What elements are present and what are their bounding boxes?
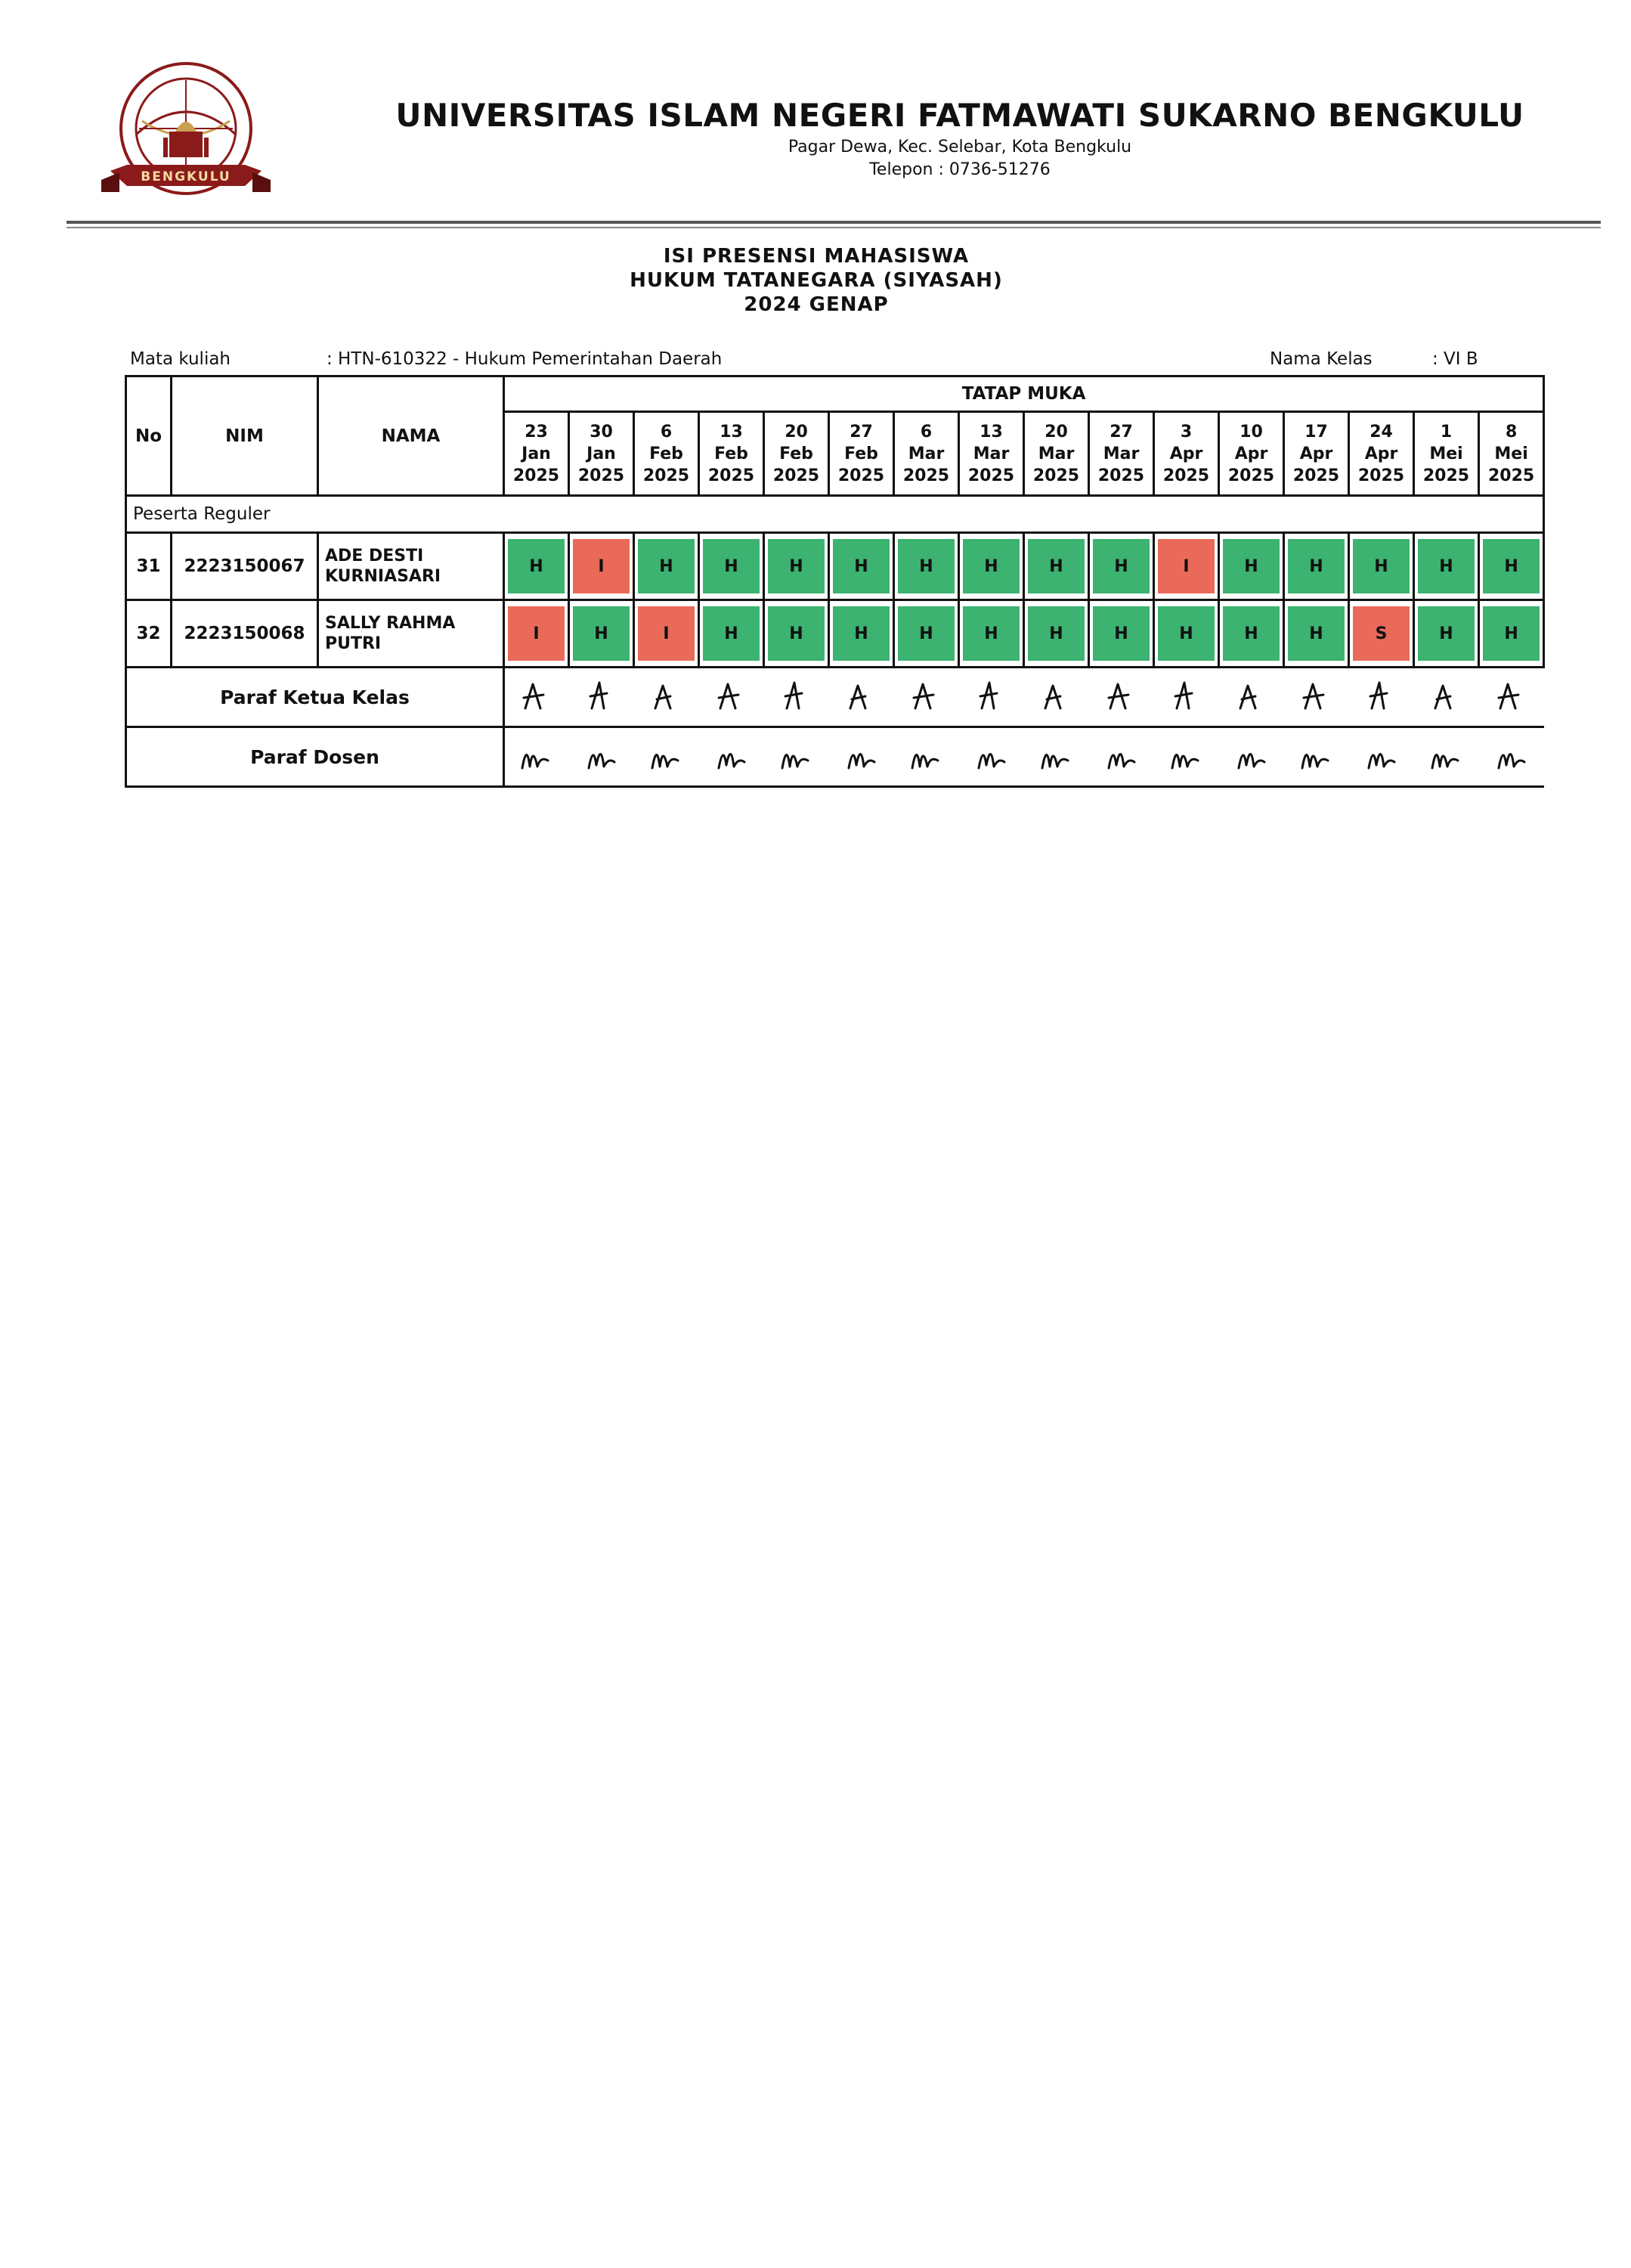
attendance-cell [1349, 600, 1414, 668]
session-date-month: Feb [779, 444, 813, 463]
session-date-month: Feb [649, 444, 683, 463]
paraf-dosen-signature [1219, 727, 1284, 787]
session-date-year: 2025 [577, 466, 625, 485]
attendance-cell [894, 533, 959, 600]
paraf-dosen-signature [634, 727, 699, 787]
attendance-cell [1089, 600, 1154, 668]
col-header-nama: NAMA [318, 376, 504, 496]
paraf-ketua-kelas-signature [1414, 668, 1479, 727]
student-name [318, 600, 504, 668]
attendance-cell [1349, 533, 1414, 600]
session-date [1479, 412, 1544, 496]
session-date-month: Jan [586, 444, 616, 463]
session-date-year: 2025 [1292, 466, 1340, 485]
attendance-cell [1024, 600, 1089, 668]
handwritten-initials [908, 678, 945, 716]
session-date-year: 2025 [837, 466, 885, 485]
paraf-ketua-kelas-signature [959, 668, 1024, 727]
handwritten-initials [1233, 738, 1270, 776]
paraf-ketua-kelas-signature [1219, 668, 1284, 727]
paraf-dosen-signature [569, 727, 634, 787]
session-date [634, 412, 699, 496]
col-header-tatap-muka: TATAP MUKA [504, 376, 1544, 412]
handwritten-initials [1363, 678, 1400, 716]
session-date [504, 412, 569, 496]
attendance-status: I [638, 606, 695, 661]
handwritten-initials [908, 738, 945, 776]
attendance-cell [1154, 533, 1219, 600]
student-name-line: SALLY RAHMA [325, 614, 456, 633]
paraf-ketua-kelas-signature [569, 668, 634, 727]
session-date-day: 27 [1110, 422, 1133, 442]
handwritten-initials [713, 738, 751, 776]
attendance-cell [829, 600, 894, 668]
handwritten-initials [1168, 738, 1205, 776]
paraf-dosen-signature [1089, 727, 1154, 787]
paraf-dosen-signature [504, 727, 569, 787]
attendance-status: H [703, 606, 760, 661]
attendance-cell [829, 533, 894, 600]
attendance-status: H [1028, 539, 1085, 593]
course-label: Mata kuliah [130, 349, 231, 369]
attendance-cell [959, 533, 1024, 600]
session-date-month: Mar [908, 444, 945, 463]
session-date-day: 23 [525, 422, 548, 442]
session-date-day: 13 [980, 422, 1003, 442]
handwritten-initials [583, 678, 621, 716]
paraf-ketua-kelas-signature [1284, 668, 1349, 727]
university-address: Pagar Dewa, Kec. Selebar, Kota Bengkulu [788, 138, 1132, 156]
attendance-cell [1284, 600, 1349, 668]
paraf-ketua-kelas-signature [829, 668, 894, 727]
attendance-cell [1284, 533, 1349, 600]
handwritten-initials [1168, 678, 1205, 716]
university-name: UNIVERSITAS ISLAM NEGERI FATMAWATI SUKARNO BENGKULU [395, 97, 1524, 134]
handwritten-initials [973, 738, 1010, 776]
paraf-ketua-kelas-signature [699, 668, 764, 727]
attendance-cell [1219, 600, 1284, 668]
attendance-status: I [508, 606, 565, 661]
paraf-ketua-kelas-signature [634, 668, 699, 727]
student-name-line: KURNIASARI [325, 567, 441, 586]
paraf-ketua-kelas-signature [1349, 668, 1414, 727]
paraf-dosen-row [126, 727, 1544, 787]
handwritten-initials [1298, 678, 1335, 716]
paraf-dosen-signature [1479, 727, 1544, 787]
session-date-day: 24 [1369, 422, 1393, 442]
attendance-status: H [1353, 539, 1410, 593]
attendance-cell [1219, 533, 1284, 600]
attendance-status: H [1093, 539, 1150, 593]
session-date [699, 412, 764, 496]
handwritten-initials [1428, 678, 1465, 716]
attendance-status: H [898, 539, 955, 593]
attendance-status: H [1483, 539, 1540, 593]
handwritten-initials [1493, 678, 1530, 716]
university-phone: Telepon : 0736-51276 [869, 160, 1051, 179]
paraf-ketua-kelas-signature [1089, 668, 1154, 727]
attendance-status: I [1158, 539, 1215, 593]
attendance-status: H [573, 606, 630, 661]
attendance-status: H [1418, 539, 1475, 593]
university-logo [97, 59, 275, 207]
handwritten-initials [843, 678, 880, 716]
attendance-status: H [768, 539, 825, 593]
student-row [126, 600, 1544, 668]
session-date-month: Apr [1169, 444, 1203, 463]
class-value: : VI B [1432, 349, 1478, 369]
handwritten-initials [713, 678, 751, 716]
session-date-day: 3 [1180, 422, 1193, 442]
session-date-year: 2025 [967, 466, 1015, 485]
session-date [1219, 412, 1284, 496]
attendance-status: H [768, 606, 825, 661]
handwritten-initials [1103, 738, 1140, 776]
paraf-ketua-kelas-signature [764, 668, 829, 727]
session-date-year: 2025 [1162, 466, 1210, 485]
handwritten-initials [1038, 738, 1075, 776]
paraf-ketua-kelas-signature [894, 668, 959, 727]
attendance-cell [1024, 533, 1089, 600]
session-date [1414, 412, 1479, 496]
attendance-status: H [1288, 606, 1345, 661]
paraf-dosen-signature [829, 727, 894, 787]
attendance-status: H [1483, 606, 1540, 661]
handwritten-initials [1428, 738, 1465, 776]
paraf-ketua-kelas-signature [1479, 668, 1544, 727]
attendance-cell [634, 533, 699, 600]
attendance-body [126, 496, 1544, 787]
handwritten-initials [973, 678, 1010, 716]
session-date-year: 2025 [772, 466, 820, 485]
attendance-cell [764, 600, 829, 668]
session-date-year: 2025 [1227, 466, 1275, 485]
handwritten-initials [778, 678, 816, 716]
session-date-year: 2025 [707, 466, 755, 485]
session-date [894, 412, 959, 496]
attendance-table [125, 375, 1545, 788]
handwritten-initials [648, 738, 686, 776]
session-date-year: 2025 [902, 466, 950, 485]
handwritten-initials [518, 678, 556, 716]
handwritten-initials [1493, 738, 1530, 776]
handwritten-initials [1298, 738, 1335, 776]
attendance-cell [1479, 600, 1544, 668]
student-row [126, 533, 1544, 600]
attendance-status: H [963, 606, 1020, 661]
attendance-cell [1479, 533, 1544, 600]
student-name [318, 533, 504, 600]
attendance-cell [1089, 533, 1154, 600]
attendance-status: H [638, 539, 695, 593]
handwritten-initials [843, 738, 880, 776]
session-date-month: Feb [844, 444, 878, 463]
attendance-cell [634, 600, 699, 668]
paraf-dosen-signature [1154, 727, 1219, 787]
handwritten-initials [1038, 678, 1075, 716]
paraf-dosen-label: Paraf Dosen [126, 727, 504, 787]
session-date-year: 2025 [1032, 466, 1080, 485]
handwritten-initials [1363, 738, 1400, 776]
session-date-month: Apr [1299, 444, 1333, 463]
attendance-status: H [833, 539, 890, 593]
session-date [1089, 412, 1154, 496]
class-label: Nama Kelas [1270, 349, 1373, 369]
group-label: Peserta Reguler [126, 496, 1544, 533]
session-date-day: 17 [1304, 422, 1328, 442]
paraf-dosen-signature [764, 727, 829, 787]
handwritten-initials [1233, 678, 1270, 716]
session-date-month: Mei [1494, 444, 1528, 463]
handwritten-initials [583, 738, 621, 776]
attendance-cell [569, 533, 634, 600]
attendance-status: H [1223, 539, 1280, 593]
attendance-status: H [1158, 606, 1215, 661]
paraf-dosen-signature [1284, 727, 1349, 787]
session-date-day: 6 [660, 422, 673, 442]
session-date-year: 2025 [642, 466, 690, 485]
handwritten-initials [1103, 678, 1140, 716]
paraf-dosen-signature [699, 727, 764, 787]
student-name-line: PUTRI [325, 634, 382, 653]
paraf-dosen-signature [1024, 727, 1089, 787]
session-date-day: 27 [850, 422, 873, 442]
session-date [1024, 412, 1089, 496]
attendance-status: I [573, 539, 630, 593]
session-date-day: 1 [1440, 422, 1453, 442]
attendance-cell [569, 600, 634, 668]
paraf-dosen-signature [1414, 727, 1479, 787]
session-date [1154, 412, 1219, 496]
session-date-day: 10 [1239, 422, 1263, 442]
attendance-cell [699, 600, 764, 668]
student-nim: 2223150067 [172, 533, 318, 600]
attendance-status: H [1288, 539, 1345, 593]
session-date [764, 412, 829, 496]
attendance-status: H [898, 606, 955, 661]
session-date [1284, 412, 1349, 496]
student-name-line: ADE DESTI [325, 547, 424, 565]
session-date [1349, 412, 1414, 496]
col-header-nim: NIM [172, 376, 318, 496]
session-date-month: Feb [714, 444, 748, 463]
paraf-ketua-kelas-signature [1154, 668, 1219, 727]
attendance-cell [699, 533, 764, 600]
session-date-month: Apr [1234, 444, 1268, 463]
attendance-status: H [1418, 606, 1475, 661]
handwritten-initials [648, 678, 686, 716]
session-date-year: 2025 [1357, 466, 1405, 485]
paraf-dosen-signature [1349, 727, 1414, 787]
session-date-month: Mar [1103, 444, 1140, 463]
session-date-year: 2025 [1487, 466, 1535, 485]
handwritten-initials [778, 738, 816, 776]
attendance-status: H [833, 606, 890, 661]
attendance-cell [504, 600, 569, 668]
paraf-ketua-kelas-row [126, 668, 1544, 727]
attendance-cell [1414, 600, 1479, 668]
session-date-year: 2025 [512, 466, 560, 485]
attendance-status: S [1353, 606, 1410, 661]
document-subtitle: HUKUM TATANEGARA (SIYASAH) [630, 269, 1003, 292]
session-date-day: 20 [1045, 422, 1068, 442]
attendance-status: H [1223, 606, 1280, 661]
session-date [829, 412, 894, 496]
session-date-day: 6 [920, 422, 933, 442]
header-divider-thin [67, 227, 1601, 228]
paraf-ketua-kelas-signature [504, 668, 569, 727]
attendance-status: H [508, 539, 565, 593]
attendance-cell [504, 533, 569, 600]
attendance-cell [959, 600, 1024, 668]
session-date-day: 30 [590, 422, 613, 442]
attendance-status: H [1028, 606, 1085, 661]
paraf-dosen-signature [959, 727, 1024, 787]
session-date-year: 2025 [1422, 466, 1470, 485]
attendance-cell [894, 600, 959, 668]
attendance-cell [1154, 600, 1219, 668]
attendance-status: H [1093, 606, 1150, 661]
session-date [569, 412, 634, 496]
attendance-cell [764, 533, 829, 600]
col-header-no: No [126, 376, 172, 496]
svg-text:BENGKULU: BENGKULU [141, 169, 231, 184]
paraf-ketua-kelas-signature [1024, 668, 1089, 727]
student-nim: 2223150068 [172, 600, 318, 668]
session-date-month: Mei [1429, 444, 1463, 463]
course-value: : HTN-610322 - Hukum Pemerintahan Daerah [327, 349, 723, 369]
student-no: 32 [126, 600, 172, 668]
session-date-month: Apr [1364, 444, 1398, 463]
attendance-status: H [703, 539, 760, 593]
session-date-day: 8 [1505, 422, 1518, 442]
session-date-month: Jan [521, 444, 551, 463]
session-date-day: 20 [785, 422, 808, 442]
session-date-day: 13 [720, 422, 743, 442]
attendance-cell [1414, 533, 1479, 600]
session-date-year: 2025 [1097, 466, 1145, 485]
header-divider [67, 221, 1601, 224]
session-date [959, 412, 1024, 496]
document-semester: 2024 GENAP [744, 293, 889, 316]
session-date-month: Mar [973, 444, 1010, 463]
handwritten-initials [518, 738, 556, 776]
paraf-dosen-signature [894, 727, 959, 787]
student-no: 31 [126, 533, 172, 600]
attendance-status: H [963, 539, 1020, 593]
paraf-ketua-kelas-label: Paraf Ketua Kelas [126, 668, 504, 727]
session-date-month: Mar [1038, 444, 1075, 463]
document-title: ISI PRESENSI MAHASISWA [663, 245, 970, 268]
